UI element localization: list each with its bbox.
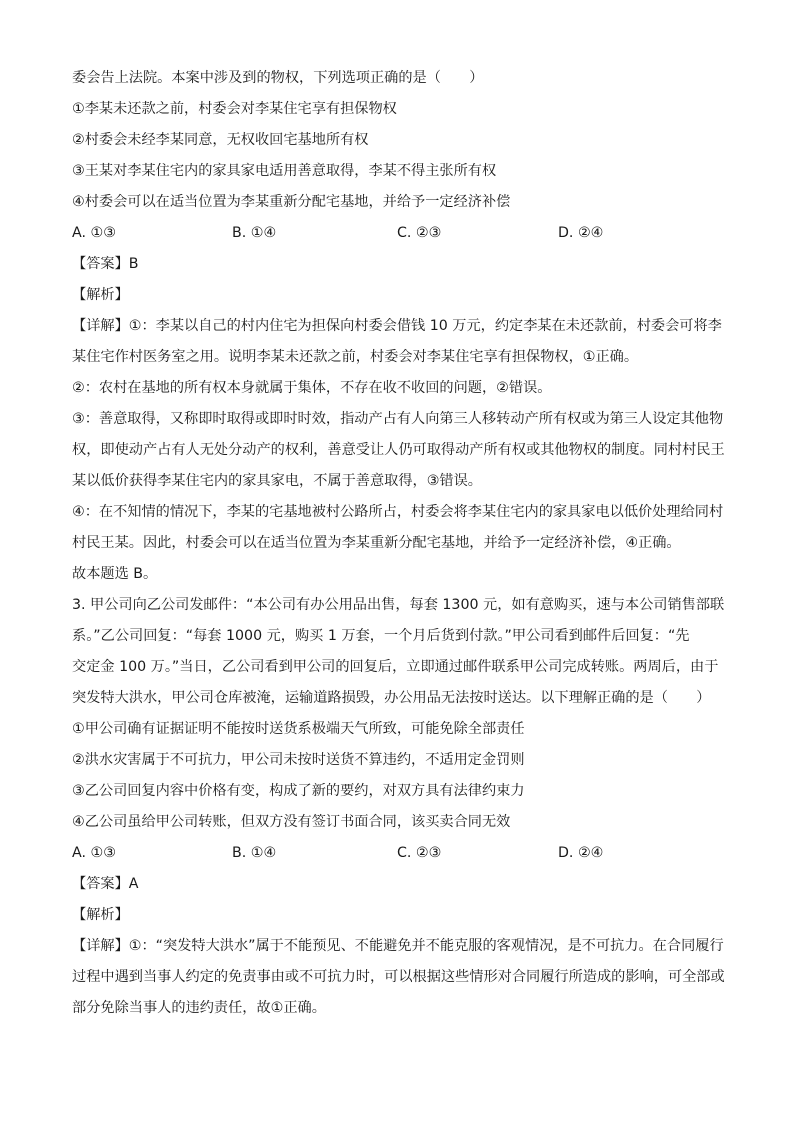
q2-options xyxy=(72,223,732,243)
q3-detail-1c: 部分免除当事人的违约责任，故①正确。 xyxy=(72,1000,326,1016)
q3-statement-3: ③乙公司回复内容中价格有变，构成了新的要约，对双方具有法律约束力 xyxy=(72,783,525,799)
q2-statement-4: ④村委会可以在适当位置为李某重新分配宅基地，并给予一定经济补偿 xyxy=(72,194,511,210)
q2-detail-3a: ③：善意取得，又称即时取得或即时时效，指动产占有人向第三人移转动产所有权或为第三人设定其他物 xyxy=(72,411,724,427)
q3-stem-c: 交定金 100 万。”当日，乙公司看到甲公司的回复后，立即通过邮件联系甲公司完成转账。两周后，由于 xyxy=(72,659,719,675)
q3-answer: 【答案】A xyxy=(72,876,139,892)
q3-stem-d: 突发特大洪水，甲公司仓库被淹，运输道路损毁，办公用品无法按时送达。以下理解正确的是（ ） xyxy=(72,690,711,706)
q2-detail-4a: ④：在不知情的情况下，李某的宅基地被村公路所占，村委会将李某住宅内的家具家电以低价处理给同村 xyxy=(72,504,724,520)
q2-option-c: C. ②③ xyxy=(397,225,442,241)
q2-option-b: B. ①④ xyxy=(232,225,277,241)
q3-option-a: A. ①③ xyxy=(72,845,116,861)
q3-detail-1b: 过程中遇到当事人约定的免责事由或不可抗力时，可以根据这些情形对合同履行所造成的影响，可全部或 xyxy=(72,969,725,985)
q3-analysis-label: 【解析】 xyxy=(72,907,129,923)
q2-conclusion: 故本题选 B。 xyxy=(72,566,158,582)
q3-option-c: C. ②③ xyxy=(397,845,442,861)
q2-detail-2: ②：农村在基地的所有权本身就属于集体，不存在收不收回的问题，②错误。 xyxy=(72,380,552,396)
q2-detail-3b: 权，即使动产占有人无处分动产的权利，善意受让人仍可取得动产所有权或其他物权的制度。同村村民王 xyxy=(72,442,725,458)
q2-statement-3: ③王某对李某住宅内的家具家电适用善意取得，李某不得主张所有权 xyxy=(72,163,497,179)
q3-options xyxy=(72,843,732,863)
q2-option-d: D. ②④ xyxy=(558,225,604,241)
q3-stem-b: 系。”乙公司回复：“每套 1000 元，购买 1 万套，一个月后货到付款。”甲公司看到邮件后回复：“先 xyxy=(72,628,690,644)
q2-answer: 【答案】B xyxy=(72,256,139,272)
q3-statement-4: ④乙公司虽给甲公司转账，但双方没有签订书面合同，该买卖合同无效 xyxy=(72,814,511,830)
q3-stem-a: 3. 甲公司向乙公司发邮件：“本公司有办公用品出售，每套 1300 元，如有意购买，速与本公司销售部联 xyxy=(72,597,725,613)
q2-detail-4b: 村民王某。因此，村委会可以在适当位置为李某重新分配宅基地，并给予一定经济补偿，④正确。 xyxy=(72,535,681,551)
q3-option-b: B. ①④ xyxy=(232,845,277,861)
q3-statement-2: ②洪水灾害属于不可抗力，甲公司未按时送货不算违约，不适用定金罚则 xyxy=(72,752,525,768)
q2-detail-3c: 某以低价获得李某住宅内的家具家电，不属于善意取得，③错误。 xyxy=(72,473,482,489)
q2-detail-1b: 某住宅作村医务室之用。说明李某未还款之前，村委会对李某住宅享有担保物权，①正确。 xyxy=(72,349,639,365)
q2-option-a: A. ①③ xyxy=(72,225,116,241)
q3-detail-1a: 【详解】①：“突发特大洪水”属于不能预见、不能避免并不能克服的客观情况，是不可抗力。在合同履行 xyxy=(72,938,724,954)
q2-analysis-label: 【解析】 xyxy=(72,287,129,303)
q2-statement-1: ①李某未还款之前，村委会对李某住宅享有担保物权 xyxy=(72,101,397,117)
q3-option-d: D. ②④ xyxy=(558,845,604,861)
q2-detail-1a: 【详解】①：李某以自己的村内住宅为担保向村委会借钱 10 万元，约定李某在未还款前，村委会可将李 xyxy=(72,318,722,334)
q3-statement-1: ①甲公司确有证据证明不能按时送货系极端天气所致，可能免除全部责任 xyxy=(72,721,525,737)
q2-statement-2: ②村委会未经李某同意，无权收回宅基地所有权 xyxy=(72,132,369,148)
q2-stem-end: 委会告上法院。本案中涉及到的物权，下列选项正确的是（ ） xyxy=(72,70,484,86)
